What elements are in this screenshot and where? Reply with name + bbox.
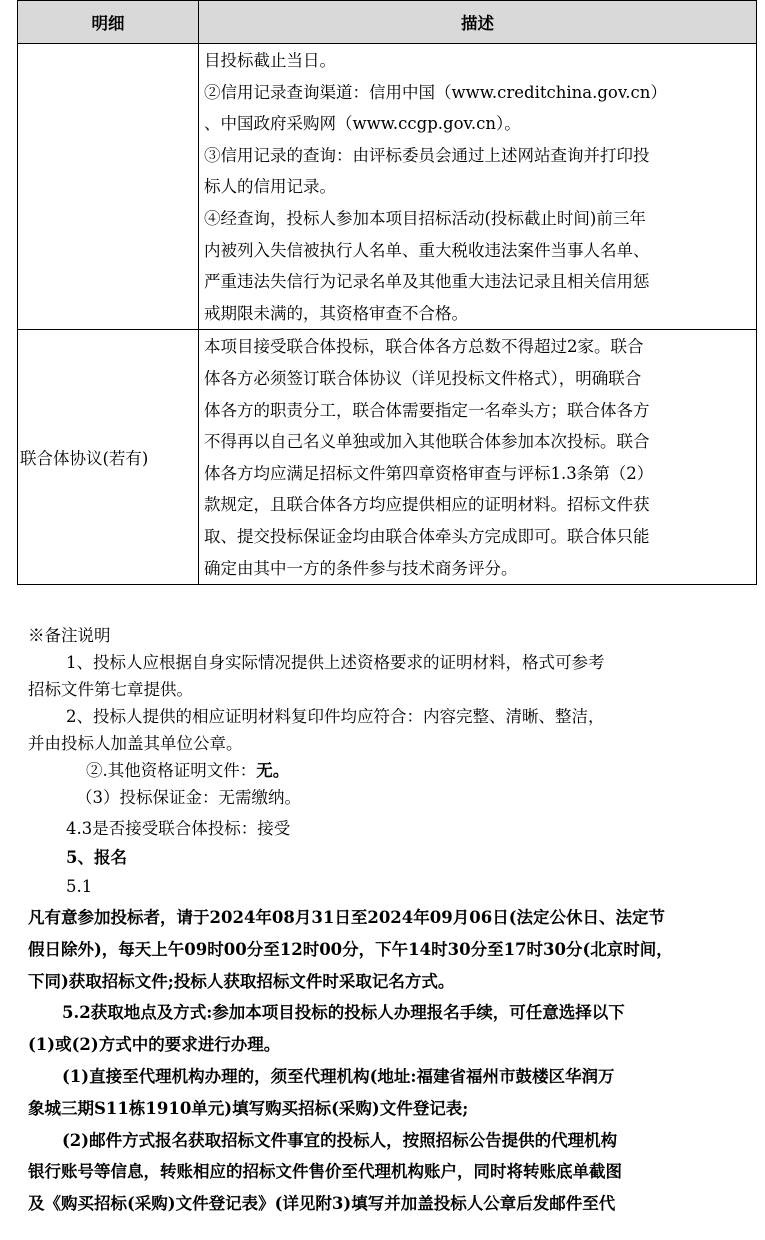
text-line: 体各方均应满足招标文件第四章资格审查与评标1.3条第（2） bbox=[204, 463, 654, 483]
text-line: 确定由其中一方的条件参与技术商务评分。 bbox=[204, 558, 518, 578]
text-line: ②信用记录查询渠道：信用中国（www.creditchina.gov.cn） bbox=[204, 82, 667, 102]
text-line: 目投标截止当日。 bbox=[204, 51, 336, 70]
text-line: ④经查询，投标人参加本项目招标活动(投标截止时间)前三年 bbox=[204, 208, 646, 228]
other-qualification-value: 无。 bbox=[256, 761, 290, 780]
method-2-cont: 银行账号等信息，转账相应的招标文件售价至代理机构账户，同时将转账底单截图 bbox=[28, 1162, 622, 1182]
note-item-1: 1、投标人应根据自身实际情况提供上述资格要求的证明材料，格式可参考 bbox=[66, 653, 605, 672]
text-line: 戒期限未满的，其资格审查不合格。 bbox=[204, 303, 468, 323]
other-qualification bbox=[0, 757, 765, 784]
method-2-cont: 及《购买招标(采购)文件登记表》(详见附3)填写并加盖投标人公章后发邮件至代 bbox=[28, 1194, 616, 1214]
method-1-cont: 象城三期S11栋1910单元)填写购买招标(采购)文件登记表; bbox=[28, 1098, 469, 1118]
consortium-acceptance: 4.3是否接受联合体投标：接受 bbox=[66, 819, 291, 838]
header-detail: 明细 bbox=[18, 1, 199, 44]
paragraph-5-2: 5.2获取地点及方式:参加本项目投标的投标人办理报名手续，可任意选择以下 bbox=[62, 1003, 625, 1023]
text-line: 体各方必须签订联合体协议（详见投标文件格式），明确联合 bbox=[204, 368, 642, 388]
note-item-2-cont: 并由投标人加盖其单位公章。 bbox=[28, 734, 243, 753]
notes-section bbox=[0, 622, 765, 811]
subsection-5-1: 5.1 bbox=[66, 877, 93, 896]
table-header-row bbox=[18, 1, 757, 44]
section-4-5 bbox=[0, 814, 765, 901]
method-1: (1)直接至代理机构办理的，须至代理机构(地址:福建省福州市鼓楼区华润万 bbox=[62, 1066, 615, 1086]
row-label-consortium: 联合体协议(若有) bbox=[18, 330, 199, 585]
text-line: 本项目接受联合体投标，联合体各方总数不得超过2家。联合 bbox=[204, 337, 644, 357]
text-line: 内被列入失信被执行人名单、重大税收违法案件当事人名单、 bbox=[204, 240, 650, 260]
method-2: (2)邮件方式报名获取招标文件事宜的投标人，按照招标公告提供的代理机构 bbox=[62, 1130, 618, 1150]
header-description: 描述 bbox=[199, 1, 757, 44]
notes-title: ※备注说明 bbox=[28, 626, 111, 645]
text-line: 、中国政府采购网（www.ccgp.gov.cn）。 bbox=[204, 114, 521, 134]
row-description bbox=[199, 44, 757, 330]
row-label bbox=[18, 44, 199, 330]
text-line: 体各方的职责分工，联合体需要指定一名牵头方；联合体各方 bbox=[204, 400, 650, 420]
bid-deposit: （3）投标保证金：无需缴纳。 bbox=[76, 788, 301, 807]
table-row bbox=[18, 44, 757, 330]
row-description bbox=[199, 330, 757, 585]
table-row bbox=[18, 330, 757, 585]
qualification-table bbox=[17, 0, 757, 585]
registration-line: 下同)获取招标文件;投标人获取招标文件时采取记名方式。 bbox=[28, 971, 455, 991]
text-line: 不得再以自己名义单独或加入其他联合体参加本次投标。联合 bbox=[204, 432, 650, 452]
registration-line: 凡有意参加投标者，请于2024年08月31日至2024年09月06日(法定公休日、法定节 bbox=[28, 908, 665, 927]
registration-heading: 5、报名 bbox=[66, 848, 127, 867]
note-item-1-cont: 招标文件第七章提供。 bbox=[28, 680, 193, 699]
text-line: 取、提交投标保证金均由联合体牵头方完成即可。联合体只能 bbox=[204, 526, 650, 546]
other-qualification-label: ②.其他资格证明文件： bbox=[86, 761, 257, 780]
text-line: ③信用记录的查询：由评标委员会通过上述网站查询并打印投 bbox=[204, 145, 650, 165]
registration-details bbox=[0, 902, 765, 1220]
text-line: 严重违法失信行为记录名单及其他重大违法记录且相关信用惩 bbox=[204, 272, 650, 292]
paragraph-5-2-cont: (1)或(2)方式中的要求进行办理。 bbox=[28, 1035, 281, 1055]
text-line: 款规定，且联合体各方均应提供相应的证明材料。招标文件获 bbox=[204, 495, 650, 515]
registration-line: 假日除外)，每天上午09时00分至12时00分，下午14时30分至17时30分(北京时间， bbox=[28, 939, 673, 959]
text-line: 标人的信用记录。 bbox=[204, 177, 336, 197]
note-item-2: 2、投标人提供的相应证明材料复印件均应符合：内容完整、清晰、整洁， bbox=[66, 707, 605, 726]
